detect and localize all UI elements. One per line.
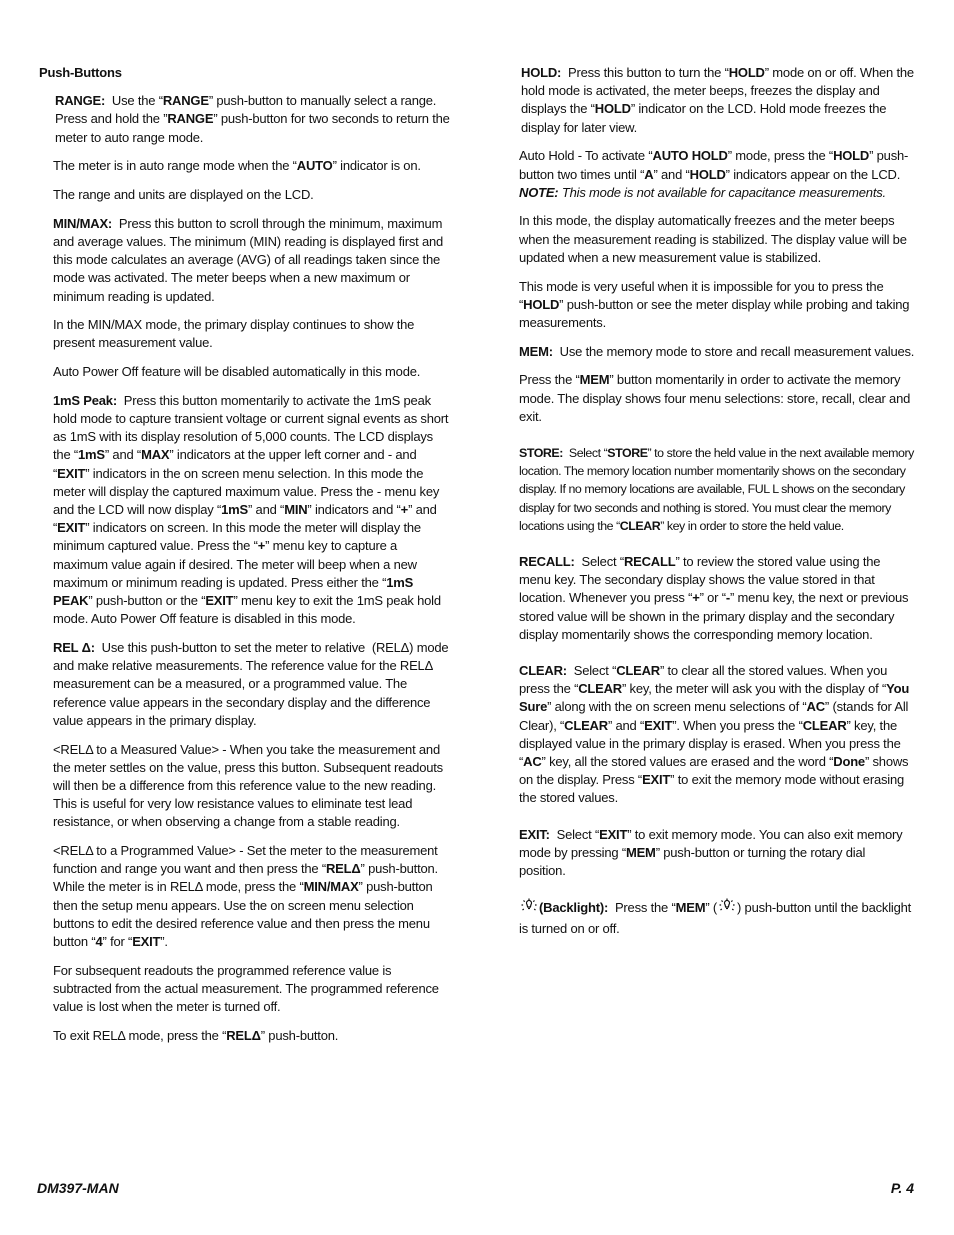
footer-page-number: P. 4	[890, 1180, 914, 1196]
backlight-icon	[519, 898, 539, 920]
auto-power-off-paragraph: Auto Power Off feature will be disabled automatically in this mode.	[53, 364, 421, 380]
exit-paragraph: EXIT: Select “EXIT” to exit memory mode. You can also exit memory mode by pressing “MEM” push-button or turning the rotary dial position.	[519, 826, 903, 879]
rel-subsequent-paragraph: For subsequent readouts the programmed reference value is subtracted from the actual measurement. The programmed reference value is lost when the meter is turned off.	[53, 962, 439, 1015]
mem-paragraph: MEM: Use the memory mode to store and recall measurement values.	[519, 343, 915, 359]
rel-measured-paragraph: <RELΔ to a Measured Value> - When you take the measurement and the meter settles on the value, press this button. Subsequent readouts will then be a difference from this reference value to the new reading. This is useful for very low resistance values to eliminate test lead resistance, or when observing a change from a stable reading.	[53, 741, 443, 830]
minmax-primary-paragraph: In the MIN/MAX mode, the primary display continues to show the present measurement value.	[53, 317, 415, 351]
auto-hold-description: In this mode, the display automatically freezes and the meter beeps when the measurement reading is stabilized. The display value will be updated when a new measurement value is stabilized.	[519, 213, 907, 265]
backlight-text-mid: Press the “MEM” (	[614, 900, 717, 916]
minmax-paragraph: MIN/MAX: Press this button to scroll through the minimum, maximum and average values. The minimum (MIN) reading is displayed first and this mode calculates an average (AVG) of all readings taken since the mode was activated. The meter beeps when a new maximum or minimum reading is updated.	[53, 215, 444, 304]
auto-mode-paragraph: The meter is in auto range mode when the “AUTO” indicator is on.	[53, 158, 421, 174]
peak-paragraph: 1mS Peak: Press this button momentarily to activate the 1mS peak hold mode to capture transient voltage or current signal events as short as 1mS with its display resolution of 5,000 counts. The LCD displays the “1mS” and “MAX” indicators at the upper left corner and - and “EXIT” indicators in the on screen menu selection. In this mode the meter will display the captured maximum value. Press the - menu key and the LCD will now display “1mS” and “MIN” indicators and “+” and “EXIT” indicators on screen. In this mode the meter will display the minimum captured value. Press the “+” menu key to capture a maximum value again if desired. The meter will beep when a new maximum or minimum reading is updated. Press either the “1mS PEAK” push-button or the “EXIT” menu key to exit the 1mS peak hold mode. Auto Power Off feature is disabled in this mode.	[53, 392, 449, 627]
hold-paragraph: HOLD: Press this button to turn the “HOLD” mode on or off. When the hold mode is activated, the meter beeps, freezes the display and displays the “HOLD” indicator on the LCD. Hold mode freezes the display for later view.	[521, 65, 914, 135]
auto-hold-useful-paragraph: This mode is very useful when it is impossible for you to press the “HOLD” push-button or see the meter display while probing and taking measurements.	[519, 278, 910, 330]
rel-paragraph: REL Δ: Use this push-button to set the meter to relative (RELΔ) mode and make relative measurements. The reference value for the RELΔ measurement can be a measured, or a programmed value. The reference value appears in the secondary display and the difference value appears in the primary display.	[53, 639, 449, 728]
backlight-label: (Backlight):	[539, 900, 609, 916]
left-column	[39, 64, 451, 1056]
capacitance-note: NOTE: This mode is not available for capacitance measurements.	[519, 184, 886, 200]
rel-exit-paragraph: To exit RELΔ mode, press the “RELΔ” push-button.	[53, 1027, 339, 1043]
backlight-paragraph	[519, 898, 915, 938]
footer-model: DM397-MAN	[37, 1180, 119, 1196]
backlight-icon-inline	[717, 898, 737, 920]
range-paragraph: RANGE: Use the “RANGE” push-button to manually select a range. Press and hold the ”RANGE” push-button for two seconds to return the meter to auto range mode.	[55, 93, 450, 145]
rel-programmed-paragraph: <RELΔ to a Programmed Value> - Set the meter to the measurement function and range you want and then press the “RELΔ” push-button. While the meter is in RELΔ mode, press the “MIN/MAX” push-button then the setup menu appears. Use the on screen menu selection buttons to edit the desired reference value and then press the menu button “4” for “EXIT”.	[53, 843, 438, 950]
backlight-text-tail: ) push-button until the backlight is turned on or off.	[519, 900, 912, 937]
auto-hold-paragraph: Auto Hold - To activate “AUTO HOLD” mode, press the “HOLD” push-button two times until “A” and “HOLD” indicators appear on the LCD.	[519, 148, 909, 182]
recall-paragraph: RECALL: Select “RECALL” to review the stored value using the menu key. The secondary display shows the value stored in that location. Whenever you press “+” or “-” menu key, the next or previous stored value will be shown in the primary display and the secondary display momentarily shows the corresponding memory location.	[519, 553, 909, 642]
mem-press-paragraph: Press the “MEM” button momentarily in order to activate the memory mode. The display shows four menu selections: store, recall, clear and exit.	[519, 372, 911, 424]
right-column	[519, 64, 915, 949]
store-paragraph: STORE: Select “STORE” to store the held value in the next available memory location. The memory location number momentarily shows on the secondary display. If no memory locations are available, FUL L shows on the secondary display for two seconds and nothing is stored. You must clear the memory locations using the “CLEAR” key in order to store the held value.	[519, 445, 914, 533]
range-units-paragraph: The range and units are displayed on the LCD.	[53, 187, 314, 203]
clear-paragraph: CLEAR: Select “CLEAR” to clear all the stored values. When you press the “CLEAR” key, the meter will ask you with the display of “You Sure” along with the on screen menu selections of “AC” (stands for All Clear), “CLEAR” and “EXIT”. When you press the “CLEAR” key, the displayed value in the primary display is erased. When you press the “AC” key, all the stored values are erased and the word “Done” shows on the display. Press “EXIT” to exit the memory mode without erasing the stored values.	[519, 662, 910, 806]
section-heading: Push-Buttons	[39, 65, 122, 80]
